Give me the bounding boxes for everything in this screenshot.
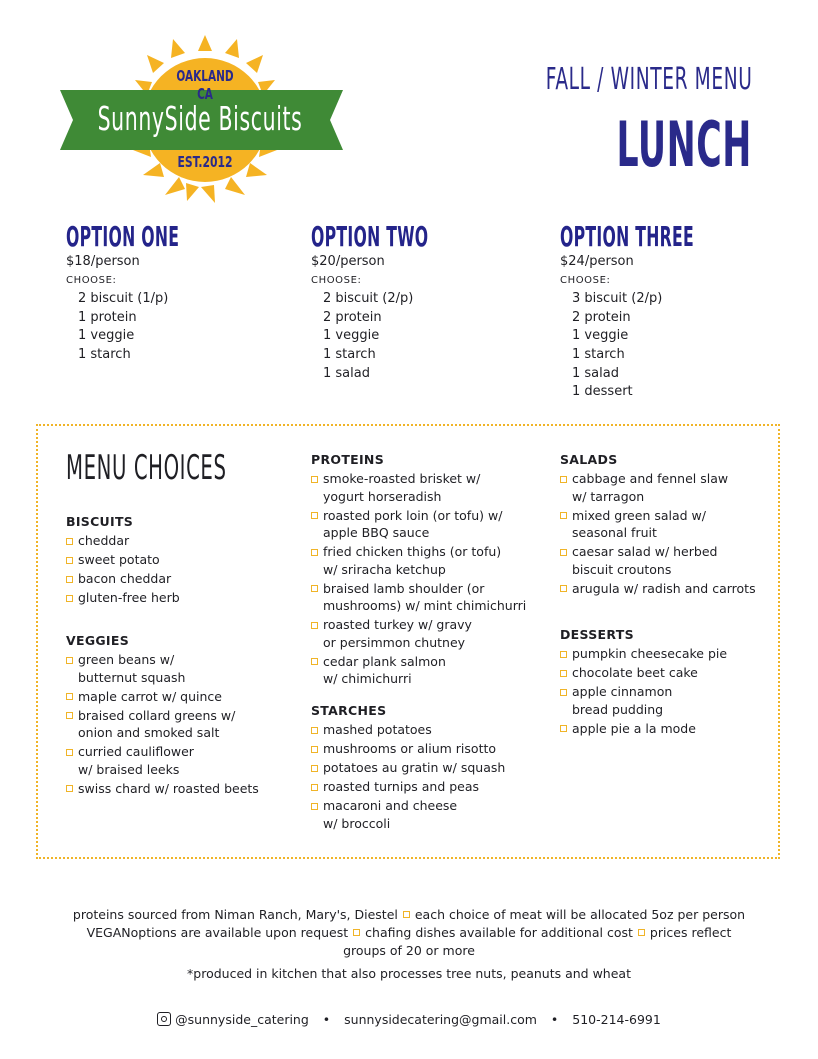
option-items — [78, 290, 296, 365]
menu-item — [311, 470, 551, 505]
category-salads — [560, 452, 775, 599]
bullet-icon — [311, 746, 318, 753]
menu-item — [66, 688, 266, 706]
menu-item — [560, 507, 775, 542]
menu-item — [311, 797, 551, 832]
option-three — [560, 220, 790, 402]
category-title: PROTEINS — [311, 452, 384, 467]
menu-item — [311, 778, 551, 796]
option-price: $20/person — [311, 254, 385, 269]
option-item: 2 protein — [572, 309, 631, 325]
option-price: $18/person — [66, 254, 140, 269]
option-items — [323, 290, 541, 383]
bullet-icon — [311, 585, 318, 592]
separator: • — [322, 1012, 331, 1027]
menu-item — [66, 780, 266, 798]
footer-notes — [40, 906, 778, 960]
menu-item-label: mushrooms or alium risotto — [323, 741, 497, 756]
option-title: OPTION TWO — [311, 220, 429, 253]
menu-item-label: roasted turnips and peas — [323, 779, 480, 794]
bullet-icon — [311, 803, 318, 810]
logo-name: SunnySide Biscuits — [97, 99, 303, 138]
instagram-icon — [157, 1012, 171, 1026]
note-sourcing: proteins sourced from Niman Ranch, Mary's, Diestel — [72, 907, 398, 922]
bullet-icon — [560, 585, 567, 592]
bullet-icon — [311, 727, 318, 734]
separator: • — [550, 1012, 559, 1027]
menu-item — [311, 653, 551, 688]
menu-item-label: macaroni and cheese w/ broccoli — [323, 798, 458, 831]
menu-item-label: roasted turkey w/ gravy or persimmon chutney — [323, 617, 472, 650]
menu-item — [560, 683, 775, 718]
category-starches — [311, 703, 551, 834]
menu-item-label: cheddar — [78, 533, 130, 548]
menu-item-label: cedar plank salmon w/ chimichurri — [323, 653, 446, 686]
menu-item-label: gluten-free herb — [78, 590, 180, 605]
bullet-icon — [66, 557, 73, 564]
option-item: 1 protein — [78, 309, 137, 325]
menu-item-label: apple pie a la mode — [572, 720, 696, 736]
menu-item-label: curried cauliflower w/ braised leeks — [78, 744, 194, 777]
choose-label: CHOOSE: — [66, 275, 117, 286]
menu-item — [66, 651, 266, 686]
menu-item — [66, 589, 306, 607]
option-item: 1 salad — [323, 365, 370, 381]
bullet-icon — [560, 512, 567, 519]
bullet-icon — [638, 929, 645, 936]
instagram-handle[interactable]: @sunnyside_catering — [175, 1012, 309, 1027]
option-item: 2 biscuit (1/p) — [78, 291, 169, 306]
note-chafing: chafing dishes available for additional cost — [365, 925, 633, 940]
option-price: $24/person — [560, 254, 634, 269]
menu-item — [66, 551, 306, 569]
category-title: DESSERTS — [560, 627, 634, 642]
bullet-icon — [560, 725, 567, 732]
menu-item — [560, 645, 775, 663]
menu-item-label: cabbage and fennel slaw w/ tarragon — [572, 471, 729, 504]
option-item: 1 veggie — [323, 328, 380, 344]
menu-item — [311, 580, 551, 615]
menu-item-label: maple carrot w/ quince — [78, 688, 222, 704]
option-item: 1 veggie — [572, 328, 629, 344]
contact-bar — [40, 1012, 778, 1027]
logo-established: EST.2012 — [177, 153, 233, 171]
menu-item-label: potatoes au gratin w/ squash — [323, 760, 506, 775]
menu-item-label: swiss chard w/ roasted beets — [78, 780, 259, 796]
category-title: SALADS — [560, 452, 618, 467]
bullet-icon — [66, 693, 73, 700]
menu-item — [560, 470, 775, 505]
bullet-icon — [66, 712, 73, 719]
option-item: 3 biscuit (2/p) — [572, 291, 663, 306]
category-veggies — [66, 633, 266, 799]
menu-item-label: mixed green salad w/ seasonal fruit — [572, 507, 706, 540]
category-desserts — [560, 627, 775, 739]
note-prices: prices reflect — [649, 925, 732, 940]
menu-item — [311, 740, 551, 758]
bullet-icon — [311, 476, 318, 483]
option-item: 1 salad — [572, 365, 619, 381]
menu-item — [560, 580, 775, 598]
bullet-icon — [66, 657, 73, 664]
menu-item — [66, 532, 306, 550]
menu-item-label: chocolate beet cake — [572, 665, 698, 680]
bullet-icon — [311, 622, 318, 629]
category-title: BISCUITS — [66, 514, 134, 529]
option-item: 1 dessert — [572, 384, 633, 400]
menu-item-label: roasted pork loin (or tofu) w/ apple BBQ sauce — [323, 507, 503, 540]
menu-item-label: smoke-roasted brisket w/ yogurt horseradish — [323, 471, 481, 504]
option-item: 1 veggie — [78, 328, 135, 344]
menu-item-label: arugula w/ radish and carrots — [572, 580, 756, 596]
menu-item-label: braised collard greens w/ onion and smoked salt — [78, 707, 236, 740]
menu-choices-title: MENU CHOICES — [66, 448, 227, 488]
allergy-note: *produced in kitchen that also processes tree nuts, peanuts and wheat — [187, 966, 631, 981]
option-one — [66, 220, 296, 365]
category-proteins — [311, 452, 551, 689]
bullet-icon — [311, 512, 318, 519]
option-item: 1 starch — [323, 347, 376, 363]
menu-item-label: pumpkin cheesecake pie — [572, 646, 728, 661]
menu-item — [560, 720, 775, 738]
phone-number[interactable]: 510-214-6991 — [572, 1012, 661, 1027]
bullet-icon — [311, 784, 318, 791]
option-item: 2 biscuit (2/p) — [323, 291, 414, 306]
choose-label: CHOOSE: — [560, 275, 611, 286]
option-item: 1 starch — [572, 347, 625, 363]
note-portion: each choice of meat will be allocated 5oz per person — [414, 907, 746, 922]
option-items — [572, 290, 790, 402]
bullet-icon — [560, 476, 567, 483]
menu-item — [560, 543, 775, 578]
menu-item-label: apple cinnamon bread pudding — [572, 684, 673, 717]
option-item: 1 starch — [78, 347, 131, 363]
email-link[interactable]: sunnysidecatering@gmail.com — [344, 1012, 537, 1027]
bullet-icon — [560, 549, 567, 556]
menu-item — [311, 507, 551, 542]
menu-item-label: mashed potatoes — [323, 722, 432, 737]
bullet-icon — [311, 549, 318, 556]
bullet-icon — [403, 911, 410, 918]
bullet-icon — [560, 670, 567, 677]
option-title: OPTION THREE — [560, 220, 694, 253]
menu-item-label: sweet potato — [78, 552, 160, 567]
bullet-icon — [66, 595, 73, 602]
logo — [55, 25, 345, 215]
menu-item — [66, 570, 306, 588]
meal-title: LUNCH — [616, 108, 752, 181]
menu-item-label: caesar salad w/ herbed biscuit croutons — [572, 544, 718, 577]
category-title: STARCHES — [311, 703, 387, 718]
bullet-icon — [560, 651, 567, 658]
menu-item-label: fried chicken thighs (or tofu) w/ sriracha ketchup — [323, 544, 502, 577]
menu-item-label: bacon cheddar — [78, 571, 172, 586]
logo-location: OAKLAND CA — [176, 67, 234, 103]
menu-item — [311, 543, 551, 578]
bullet-icon — [66, 785, 73, 792]
bullet-icon — [311, 658, 318, 665]
note-vegan: VEGANoptions are available upon request — [86, 925, 349, 940]
option-title: OPTION ONE — [66, 220, 180, 253]
menu-item — [311, 759, 551, 777]
menu-item — [311, 721, 551, 739]
menu-item — [66, 707, 266, 742]
option-two — [311, 220, 541, 383]
option-item: 2 protein — [323, 309, 382, 325]
category-biscuits — [66, 514, 306, 608]
menu-item — [311, 616, 551, 651]
bullet-icon — [353, 929, 360, 936]
bullet-icon — [66, 749, 73, 756]
menu-item — [560, 664, 775, 682]
season-title: FALL / WINTER MENU — [545, 62, 752, 97]
menu-item-label: green beans w/ butternut squash — [78, 652, 186, 685]
bullet-icon — [560, 689, 567, 696]
bullet-icon — [66, 576, 73, 583]
menu-item — [66, 743, 266, 778]
bullet-icon — [66, 538, 73, 545]
bullet-icon — [311, 765, 318, 772]
note-groups: groups of 20 or more — [343, 943, 475, 958]
choose-label: CHOOSE: — [311, 275, 362, 286]
menu-item-label: braised lamb shoulder (or mushrooms) w/ mint chimichurri — [323, 580, 527, 613]
category-title: VEGGIES — [66, 633, 130, 648]
